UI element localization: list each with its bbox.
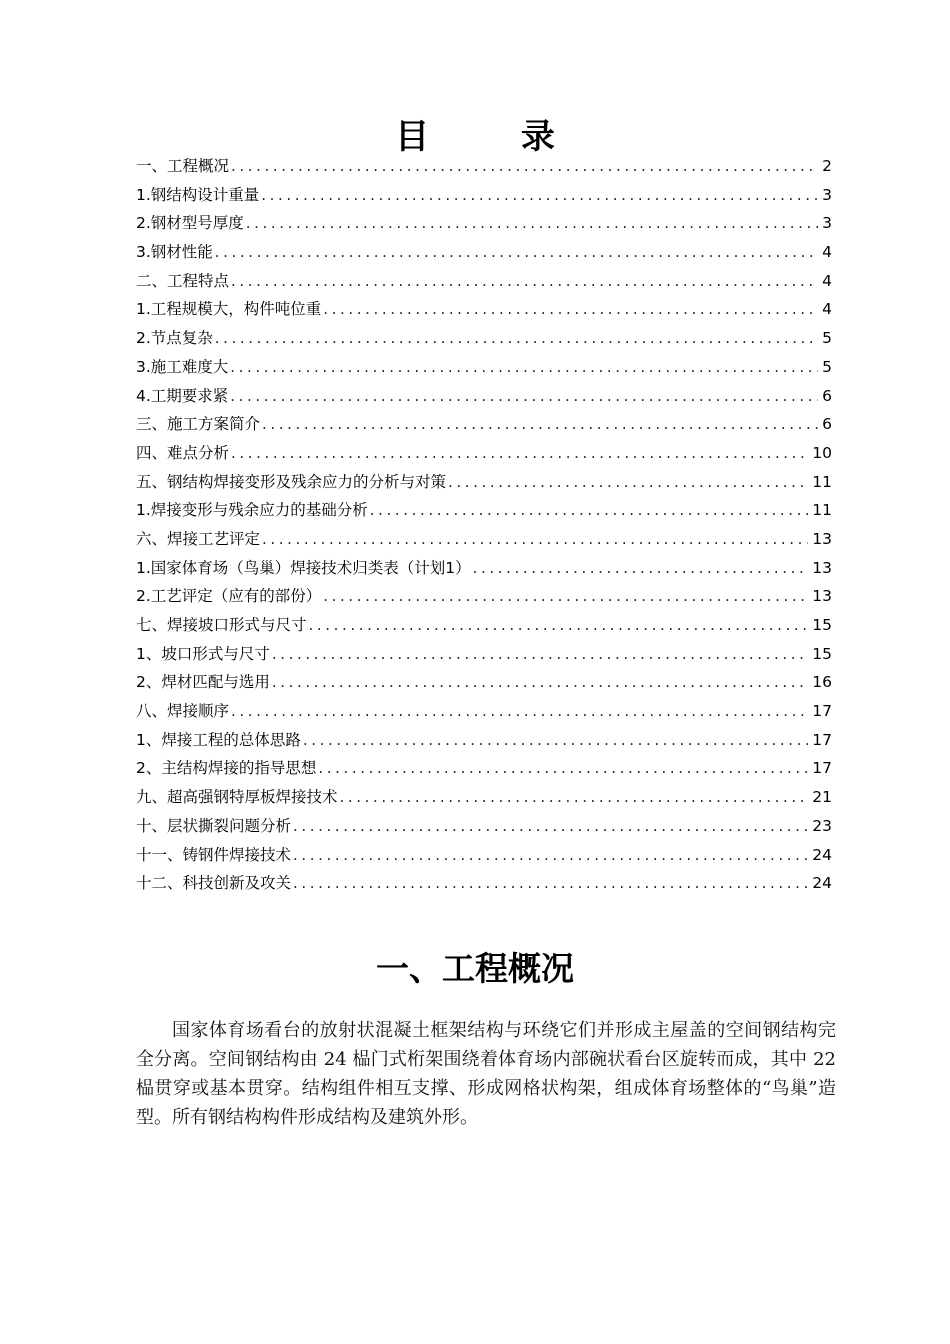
toc-entry-page-number: 13 [812, 587, 832, 606]
toc-entry-label: 一、工程概况 [136, 157, 230, 175]
toc-dot-leader [272, 640, 808, 669]
toc-dot-leader [231, 267, 818, 296]
toc-entry-page-number: 21 [812, 788, 832, 807]
toc-entry-page-number: 24 [812, 845, 832, 864]
toc-entry[interactable] [136, 754, 832, 783]
toc-entry-label: 九、超高强钢特厚板焊接技术 [136, 788, 338, 807]
toc-entry[interactable] [136, 582, 832, 611]
toc-entry[interactable] [136, 496, 832, 525]
toc-dot-leader [231, 439, 808, 468]
toc-entry[interactable] [136, 697, 832, 726]
toc-entry[interactable] [136, 324, 832, 353]
toc-entry-label: 1、焊接工程的总体思路 [136, 730, 301, 749]
toc-entry[interactable] [136, 668, 832, 697]
toc-entry-page-number: 17 [812, 702, 832, 721]
toc-dot-leader [230, 353, 818, 382]
toc-entry-label: 2.钢材型号厚度 [136, 214, 244, 233]
toc-dot-leader [215, 324, 818, 353]
toc-entry[interactable] [136, 238, 832, 267]
toc-dot-leader [230, 382, 818, 411]
toc-entry-label: 2.节点复杂 [136, 329, 213, 348]
toc-entry-label: 二、工程特点 [136, 271, 230, 290]
toc-entry-page-number: 17 [812, 730, 832, 749]
toc-entry[interactable] [136, 295, 832, 324]
toc-entry-label: 1.钢结构设计重量 [136, 185, 260, 204]
toc-entry-page-number: 6 [822, 386, 832, 405]
toc-entry-page-number: 15 [812, 616, 832, 634]
toc-entry-label: 1.国家体育场（鸟巢）焊接技术归类表（计划1） [136, 558, 471, 577]
toc-dot-leader [215, 238, 818, 267]
toc-entry[interactable] [136, 783, 832, 812]
toc-entry[interactable] [136, 525, 832, 554]
section-title: 一、工程概况 [376, 949, 574, 988]
toc-entry[interactable] [136, 382, 832, 411]
toc-entry-label: 三、施工方案简介 [136, 415, 261, 434]
toc-dot-leader [473, 554, 809, 583]
toc-dot-leader [340, 783, 809, 812]
toc-entry-label: 五、钢结构焊接变形及残余应力的分析与对策 [136, 472, 447, 491]
toc-entry[interactable] [136, 181, 832, 210]
section-paragraph: 国家体育场看台的放射状混凝土框架结构与环绕它们并形成主屋盖的空间钢结构完全分离。空间钢结构由 24 榀门式桁架围绕着体育场内部碗状看台区旋转而成，其中 22 榀贯穿或基本贯穿。结构组件相互支撑、形成网格状构架，组成体育场整体的“鸟巢”造型。所有钢结构构件形成结构及建筑外形。 [136, 1020, 836, 1128]
toc-entry-label: 2、主结构焊接的指导思想 [136, 759, 317, 778]
toc-dot-leader [309, 611, 809, 640]
toc-entry[interactable] [136, 209, 832, 238]
toc-entry-page-number: 24 [812, 874, 832, 893]
toc-entry-label: 1.焊接变形与残余应力的基础分析 [136, 501, 368, 520]
toc-entry[interactable] [136, 353, 832, 382]
toc-entry-page-number: 10 [812, 443, 832, 462]
toc-entry[interactable] [136, 468, 832, 497]
toc-entry-label: 3.钢材性能 [136, 243, 213, 262]
toc-entry-page-number: 23 [812, 816, 832, 835]
toc-entry-label: 1、坡口形式与尺寸 [136, 644, 270, 663]
toc-entry[interactable] [136, 869, 832, 898]
toc-entry-page-number: 4 [822, 300, 832, 319]
toc-entry-label: 四、难点分析 [136, 443, 230, 462]
toc-dot-leader [272, 668, 808, 697]
toc-dot-leader [293, 869, 808, 898]
toc-entry-label: 2.工艺评定（应有的部份） [136, 587, 322, 606]
toc-entry[interactable] [136, 554, 832, 583]
toc-entry-label: 1.工程规模大，构件吨位重 [136, 300, 322, 319]
toc-entry-page-number: 4 [822, 243, 832, 262]
toc-entry[interactable] [136, 640, 832, 669]
toc-dot-leader [246, 209, 818, 238]
toc-entry-label: 八、焊接顺序 [136, 702, 230, 721]
toc-entry-page-number: 3 [822, 214, 832, 233]
toc-entry-page-number: 5 [822, 357, 832, 376]
toc-entry-page-number: 5 [822, 329, 832, 348]
toc-entry-page-number: 16 [812, 673, 832, 692]
toc-dot-leader [293, 841, 808, 870]
toc-dot-leader [261, 181, 818, 210]
toc-dot-leader [323, 582, 808, 611]
toc-dot-leader [262, 525, 808, 554]
toc-entry-page-number: 13 [812, 558, 832, 577]
toc-entry[interactable] [136, 611, 832, 640]
toc-entry-label: 3.施工难度大 [136, 357, 229, 376]
toc-entry-label: 十一、铸钢件焊接技术 [136, 845, 292, 864]
toc-entry-label: 十二、科技创新及攻关 [136, 874, 292, 893]
toc-entry[interactable] [136, 267, 832, 296]
toc-entry[interactable] [136, 410, 832, 439]
toc-entry-label: 2、焊材匹配与选用 [136, 673, 270, 692]
toc-entry[interactable] [136, 726, 832, 755]
toc-dot-leader [370, 496, 808, 525]
toc-entry-page-number: 4 [822, 271, 832, 290]
toc-entry-page-number: 6 [822, 415, 832, 434]
toc-entry-page-number: 3 [822, 185, 832, 204]
toc-dot-leader [231, 152, 818, 181]
toc-dot-leader [262, 410, 818, 439]
toc-dot-leader [303, 726, 808, 755]
toc-entry[interactable] [136, 439, 832, 468]
toc-dot-leader [323, 295, 818, 324]
toc-dot-leader [293, 812, 808, 841]
toc-entry-label: 4.工期要求紧 [136, 386, 229, 405]
toc-entry-label: 十、层状撕裂问题分析 [136, 816, 292, 835]
toc-entry[interactable] [136, 812, 832, 841]
toc-entry-page-number: 11 [812, 472, 832, 491]
toc-entry-page-number: 15 [812, 644, 832, 663]
toc-dot-leader [448, 468, 808, 497]
toc-entry-label: 六、焊接工艺评定 [136, 529, 261, 548]
table-of-contents [136, 152, 832, 898]
toc-entry-page-number: 13 [812, 529, 832, 548]
toc-entry[interactable] [136, 841, 832, 870]
toc-entry-page-number: 11 [812, 501, 832, 520]
toc-dot-leader [231, 697, 808, 726]
toc-entry-page-number: 2 [822, 157, 832, 175]
toc-title: 目 录 [395, 117, 595, 157]
toc-dot-leader [318, 754, 808, 783]
toc-entry-page-number: 17 [812, 759, 832, 778]
toc-entry-label: 七、焊接坡口形式与尺寸 [136, 616, 307, 634]
toc-entry[interactable] [136, 152, 832, 181]
